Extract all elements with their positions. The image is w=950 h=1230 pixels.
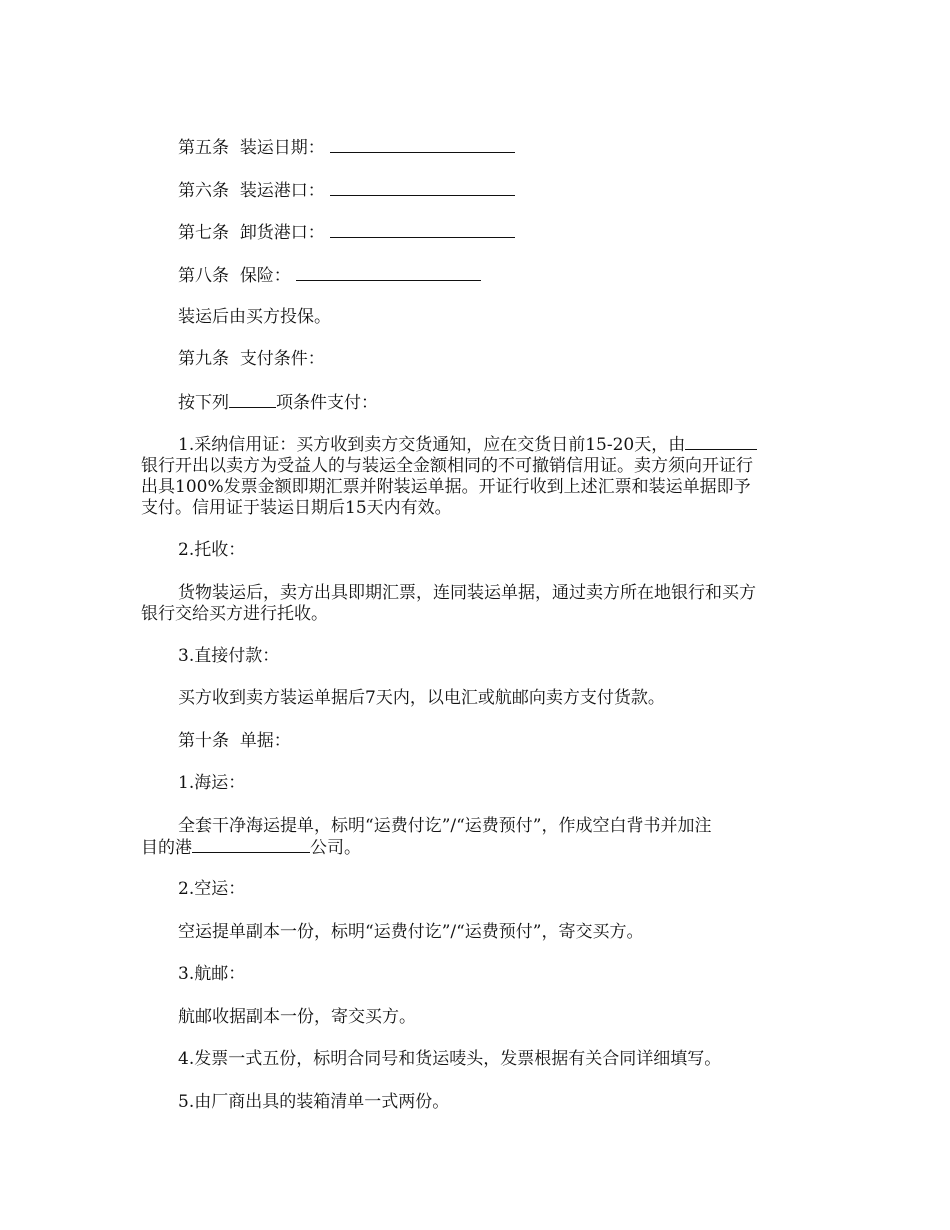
direct-title: 3.直接付款： bbox=[178, 646, 280, 666]
clause-8-title: 保险： bbox=[239, 266, 291, 286]
collection-body-1: 货物装运后，卖方出具即期汇票，连同装运单据，通过卖方所在地银行和买方 bbox=[178, 583, 756, 603]
clause-7-label: 第七条 bbox=[178, 223, 229, 243]
clause-6-label: 第六条 bbox=[178, 181, 229, 201]
clause-8 bbox=[178, 264, 481, 287]
collection-body-2: 银行交给买方进行托收。 bbox=[141, 604, 328, 624]
clause-6-title: 装运港口： bbox=[239, 181, 325, 201]
clause-6 bbox=[178, 179, 515, 202]
lc-line-1-text: 1.采纳信用证：买方收到卖方交货通知，应在交货日前15-20天，由 bbox=[178, 435, 686, 455]
packing-item: 5.由厂商出具的装箱清单一式两份。 bbox=[178, 1092, 450, 1112]
clause-10 bbox=[178, 730, 291, 752]
clause-9-label: 第九条 bbox=[178, 349, 229, 369]
clause-7 bbox=[178, 221, 515, 244]
clause-5-title: 装运日期： bbox=[239, 138, 325, 158]
clause-8-label: 第八条 bbox=[178, 266, 229, 286]
lc-line-3: 出具100%发票金额即期汇票并附装运单据。开证行收到上述汇票和装运单据即予 bbox=[141, 477, 751, 497]
air-body: 空运提单副本一份，标明“运费付讫”/“运费预付”，寄交买方。 bbox=[178, 922, 644, 942]
payment-intro-a: 按下列 bbox=[178, 393, 229, 413]
clause-10-title: 单据： bbox=[239, 731, 291, 751]
sea-title: 1.海运： bbox=[178, 773, 246, 793]
lc-line-4: 支付。信用证于装运日期后15天内有效。 bbox=[141, 498, 452, 518]
clause-7-title: 卸货港口： bbox=[239, 223, 325, 243]
invoice-item: 4.发票一式五份，标明合同号和货运唛头，发票根据有关合同详细填写。 bbox=[178, 1049, 722, 1069]
sea-body-2b: 公司。 bbox=[310, 838, 361, 858]
notify-party-blank[interactable] bbox=[192, 836, 310, 853]
issuing-bank-blank[interactable] bbox=[685, 433, 757, 450]
sea-body-2a: 目的港 bbox=[141, 838, 192, 858]
clause-9 bbox=[178, 348, 325, 370]
direct-body: 买方收到卖方装运单据后7天内，以电汇或航邮向卖方支付货款。 bbox=[178, 688, 665, 708]
mail-body: 航邮收据副本一份，寄交买方。 bbox=[178, 1007, 416, 1027]
insurance-note: 装运后由买方投保。 bbox=[178, 307, 331, 327]
shipment-date-blank[interactable] bbox=[330, 136, 515, 153]
payment-intro-b: 项条件支付： bbox=[276, 393, 378, 413]
lc-line-2: 银行开出以卖方为受益人的与装运全金额相同的不可撤销信用证。卖方须向开证行 bbox=[141, 456, 753, 476]
mail-title: 3.航邮： bbox=[178, 964, 246, 984]
clause-10-label: 第十条 bbox=[178, 731, 229, 751]
port-of-loading-blank[interactable] bbox=[330, 179, 515, 196]
clause-9-title: 支付条件： bbox=[239, 349, 325, 369]
sea-body-2 bbox=[141, 836, 361, 859]
air-title: 2.空运： bbox=[178, 879, 246, 899]
port-of-discharge-blank[interactable] bbox=[330, 221, 515, 238]
sea-body-1: 全套干净海运提单，标明“运费付讫”/“运费预付”，作成空白背书并加注 bbox=[178, 816, 712, 836]
payment-option-blank[interactable] bbox=[229, 391, 276, 408]
clause-5-label: 第五条 bbox=[178, 138, 229, 158]
payment-intro bbox=[178, 391, 378, 414]
collection-title: 2.托收： bbox=[178, 540, 246, 560]
lc-line-1 bbox=[178, 433, 757, 456]
clause-5 bbox=[178, 136, 515, 159]
insurance-blank[interactable] bbox=[296, 264, 481, 281]
